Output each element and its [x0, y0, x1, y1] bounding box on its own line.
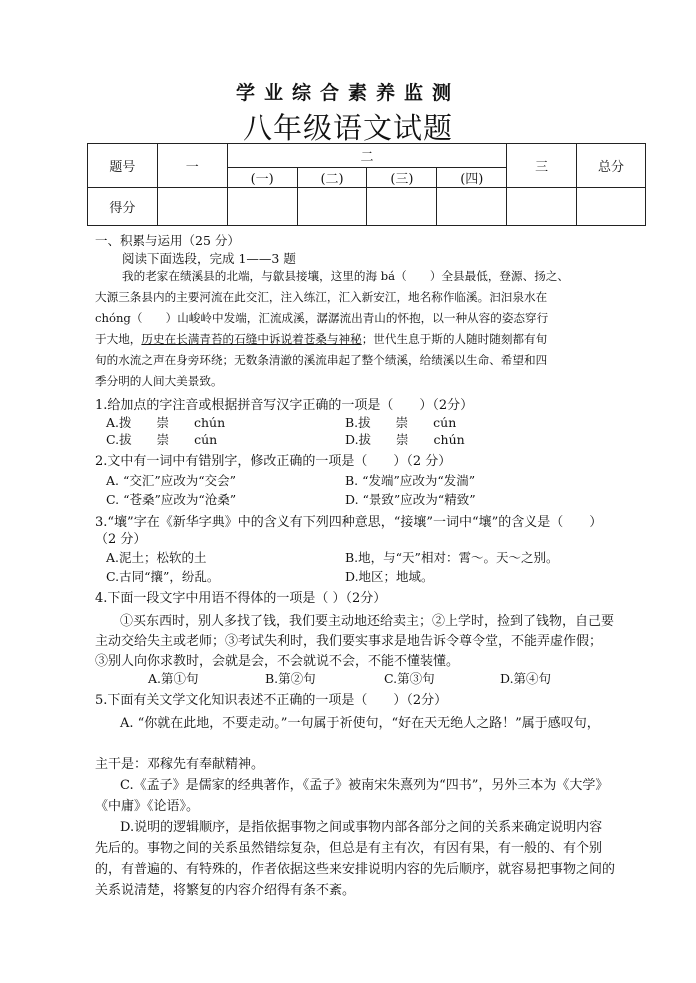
q4-text-line: 主动交给失主或老师；③考试失利时，我们要实事求是地告诉令尊令堂，不能弄虚作假；: [95, 634, 603, 649]
q5-option-d: D.说明的逻辑顺序，是指依据事物之间或事物内部各部分之间的关系来确定说明内容: [120, 820, 603, 835]
score-cell[interactable]: [577, 188, 646, 226]
question-2-stem: 2.文中有一词中有错别字，修改正确的一项是（ ）（2 分）: [95, 454, 452, 469]
score-sub-4: (四): [437, 168, 507, 188]
score-header-total: 总分: [577, 144, 646, 188]
passage-line: 我的老家在绩溪县的北端，与歙县接壤，这里的海 bá（ ）全县最低，登源、扬之、: [122, 269, 569, 283]
score-cell[interactable]: [367, 188, 437, 226]
question-3-stem: 3.“壤”字在《新华字典》中的含义有下列四种意思，“接壤”一词中“壤”的含义是（ ）: [95, 515, 603, 530]
q4-option-b: B.第②句: [265, 671, 316, 686]
q4-option-c: C.第③句: [384, 671, 435, 686]
q5-option-d-cont: 关系说清楚，将繁复的内容介绍得有条不紊。: [95, 883, 356, 898]
question-4-stem: 4.下面一段文字中用语不得体的一项是（ ）（2分）: [95, 591, 387, 606]
q5-option-c-cont: 《中庸》《论语》。: [95, 799, 200, 814]
passage-line: 旬的水流之声在身旁环绕；无数条清澈的溪流串起了整个绩溪，给绩溪以生命、希望和四: [95, 353, 548, 367]
q5-option-d-cont: 先后的。事物之间的关系虽然错综复杂，但总是有主有次，有因有果，有一般的、有个别: [95, 841, 603, 856]
q1-option-c: C.拔 崇 cún: [106, 432, 218, 447]
score-header-3: 三: [507, 144, 577, 188]
q3-option-c: C.古同“攘”，纷乱。: [106, 569, 220, 584]
q4-text-line: ①买东西时，别人多找了钱，我们要主动地还给卖主；②上学时，捡到了钱物，自己要: [120, 614, 615, 629]
q2-option-d: D. “景致”应改为“精致”: [345, 492, 476, 507]
score-header-2: 二: [227, 144, 507, 168]
q4-option-d: D.第④句: [500, 671, 552, 686]
q1-option-a: A.拨 崇 chún: [106, 415, 226, 430]
q2-option-c: C. “苍桑”应改为“沧桑”: [106, 492, 237, 507]
score-cell[interactable]: [297, 188, 367, 226]
q4-option-a: A.第①句: [148, 671, 199, 686]
score-sub-1: (一): [227, 168, 297, 188]
q2-option-b: B. “发端”应改为“发湍”: [345, 473, 476, 488]
exam-title: 八年级语文试题: [242, 111, 453, 145]
score-header-tihao: 题号: [88, 144, 158, 188]
score-cell[interactable]: [157, 188, 227, 226]
exam-subtitle: 学业综合素养监测: [235, 82, 460, 104]
q3-option-a: A.泥土；松软的土: [106, 550, 207, 565]
section-instruction: 阅读下面选段，完成 1——3 题: [122, 251, 296, 266]
score-sub-2: (二): [297, 168, 367, 188]
q3-option-b: B.地，与“天”相对：霄～。天～之别。: [345, 550, 559, 565]
q5-option-b-cont: 主干是：邓稼先有奉献精神。: [95, 757, 265, 772]
score-row-label: 得分: [88, 188, 158, 226]
q5-option-d-cont: 的，有普遍的、有特殊的，作者依据这些来安排说明内容的先后顺序，就容易把事物之间的: [95, 862, 616, 877]
q2-option-a: A. “交汇”应改为“交会”: [106, 473, 237, 488]
score-cell[interactable]: [227, 188, 297, 226]
q5-option-a: A. “你就在此地，不要走动。”一句属于祈使句，“好在天无绝人之路！”属于感叹句，: [120, 716, 600, 731]
q4-text-line: ③别人向你求教时，会就是会，不会就说不会，不能不懂装懂。: [95, 654, 460, 669]
q3-option-d: D.地区；地域。: [345, 569, 434, 584]
score-header-1: 一: [157, 144, 227, 188]
q5-option-c: C.《孟子》是儒家的经典著作，《孟子》被南宋朱熹列为“四书”，另外三本为《大学》: [120, 778, 609, 793]
passage-text: 于大地，: [95, 332, 142, 346]
q1-option-b: B.拔 崇 cún: [345, 415, 457, 430]
passage-line: 大源三条县内的主要河流在此交汇，注入练江，汇入新安江，地名称作临溪。汩汩泉水在: [95, 290, 548, 304]
question-3-stem-cont: （2 分）: [95, 532, 147, 547]
passage-text: ；世代生息于斯的人随时随刻都有旬: [361, 332, 548, 346]
passage-line: 季分明的人间大美景致。: [95, 374, 223, 388]
score-table: [87, 143, 646, 226]
section-heading: 一、积累与运用（25 分）: [95, 233, 240, 248]
score-cell[interactable]: [507, 188, 577, 226]
question-1-stem: 1.给加点的字注音或根据拼音写汉字正确的一项是（ ）（2分）: [95, 398, 474, 413]
underlined-sentence: 历史在长满青苔的石缝中诉说着苍桑与神秘: [141, 332, 362, 346]
question-5-stem: 5.下面有关文学文化知识表述不正确的一项是（ ）（2分）: [95, 693, 448, 708]
score-cell[interactable]: [437, 188, 507, 226]
score-sub-3: (三): [367, 168, 437, 188]
passage-line: chóng（ ）山峻岭中发端，汇流成溪，潺潺流出青山的怀抱，以一种从容的姿态穿行: [95, 311, 549, 325]
passage-line: [95, 331, 547, 347]
q1-option-d: D.拔 崇 chún: [345, 432, 465, 447]
